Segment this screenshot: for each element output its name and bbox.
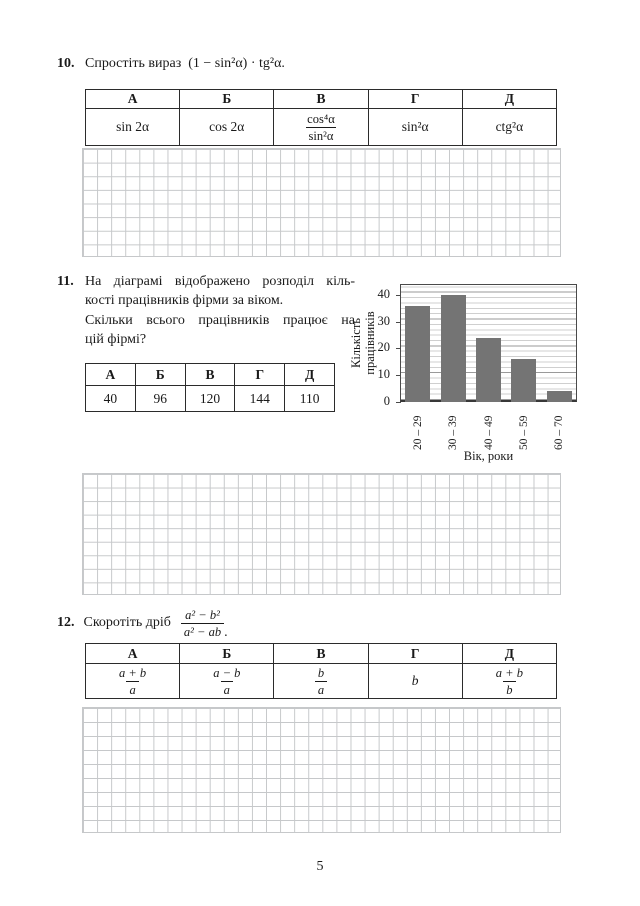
option-letter: Д xyxy=(285,364,335,386)
option-letter: В xyxy=(274,644,368,664)
bar xyxy=(441,295,466,402)
option-value xyxy=(462,664,556,699)
option-value xyxy=(180,664,274,699)
option-letter: А xyxy=(86,644,180,664)
y-tick-label: 20 xyxy=(377,340,390,355)
fraction: $\frac{a + b}{b}$ xyxy=(495,665,523,697)
fraction: $\frac{a - b}{a}$ xyxy=(213,665,241,697)
answer-grid-1 xyxy=(82,148,561,257)
y-tick-mark xyxy=(396,348,401,349)
answer-table-q12 xyxy=(85,643,557,699)
option-value: ctg²α xyxy=(462,109,556,146)
problem-12-fraction: $\frac{\text{a² − b²}}{\text{a² − ab}}$ xyxy=(181,608,224,639)
y-tick-label: 0 xyxy=(383,394,390,408)
option-letter: В xyxy=(274,90,368,109)
problem-12-number: 12. xyxy=(57,615,75,630)
problem-12 xyxy=(57,604,387,642)
answer-grid-3 xyxy=(82,707,561,833)
x-tick-label: 20 – 29 xyxy=(411,415,424,450)
answer-table-q11 xyxy=(85,363,335,412)
bar xyxy=(547,391,572,402)
page-number: 5 xyxy=(316,859,324,874)
period: . xyxy=(224,625,228,640)
option-letter: Б xyxy=(180,90,274,109)
option-value: cos 2α xyxy=(180,109,274,146)
y-axis-label: Кількість працівників xyxy=(349,311,377,375)
problem-10-expression: (1 − sin²α) · tg²α. xyxy=(188,56,285,71)
option-value: 110 xyxy=(285,386,335,412)
problem-11-number: 11. xyxy=(57,274,74,289)
option-letter: Д xyxy=(462,90,556,109)
y-tick-mark xyxy=(396,402,401,403)
fraction: $\frac{a + b}{a}$ xyxy=(119,665,147,697)
bar-chart xyxy=(345,275,600,470)
option-letter: Б xyxy=(180,644,274,664)
answer-table-q11-value-row xyxy=(86,386,335,412)
option-value xyxy=(274,109,368,146)
bar xyxy=(511,359,536,402)
x-tick-label: 30 – 39 xyxy=(447,415,460,450)
answer-table-q10 xyxy=(85,89,557,146)
option-letter: Б xyxy=(135,364,185,386)
option-value: sin 2α xyxy=(86,109,180,146)
answer-grid-2 xyxy=(82,473,561,595)
answer-table-q12-header-row xyxy=(86,644,557,664)
answer-table-q12-value-row xyxy=(86,664,557,699)
y-tick-mark xyxy=(396,322,401,323)
x-axis-label: Вік, роки xyxy=(463,449,514,463)
y-tick-label: 30 xyxy=(377,313,390,328)
answer-table-q10-value-row xyxy=(86,109,557,146)
problem-10-number: 10. xyxy=(57,56,75,71)
option-value: 96 xyxy=(135,386,185,412)
option-value xyxy=(274,664,368,699)
bar xyxy=(476,338,501,402)
answer-table-q10-header-row xyxy=(86,90,557,109)
option-value: sin²α xyxy=(368,109,462,146)
fraction: $\frac{\text{cos⁴α}}{\text{sin²α}}$ xyxy=(307,111,335,143)
option-letter: Г xyxy=(368,644,462,664)
x-tick-label: 60 – 70 xyxy=(553,415,566,450)
x-tick-label: 40 – 49 xyxy=(482,415,495,450)
option-value: 40 xyxy=(86,386,136,412)
problem-10 xyxy=(57,56,477,72)
problem-12-text: Скоротіть дріб xyxy=(83,615,171,630)
option-letter: В xyxy=(185,364,235,386)
problem-11-text: На діаграмі відображено розподіл кіль- кості працівників фірми за віком. Скільки всього працівників працює на цій фірмі? xyxy=(85,274,355,347)
option-letter: Г xyxy=(235,364,285,386)
problem-10-text: Спростіть вираз (1 − sin²α) · tg²α. xyxy=(85,56,285,71)
y-tick-mark xyxy=(396,295,401,296)
option-value: 120 xyxy=(185,386,235,412)
option-letter: А xyxy=(86,364,136,386)
option-value: 144 xyxy=(235,386,285,412)
bar xyxy=(405,306,430,403)
problem-11 xyxy=(57,272,357,349)
option-letter: Г xyxy=(368,90,462,109)
x-tick-label: 50 – 59 xyxy=(517,415,530,450)
option-value xyxy=(86,664,180,699)
option-letter: А xyxy=(86,90,180,109)
option-letter: Д xyxy=(462,644,556,664)
answer-table-q11-header-row xyxy=(86,364,335,386)
y-tick-label: 10 xyxy=(377,367,390,382)
y-tick-label: 40 xyxy=(377,286,390,301)
fraction: $\frac{b}{a}$ xyxy=(315,666,327,697)
option-value: b xyxy=(368,664,462,699)
y-tick-mark xyxy=(396,375,401,376)
